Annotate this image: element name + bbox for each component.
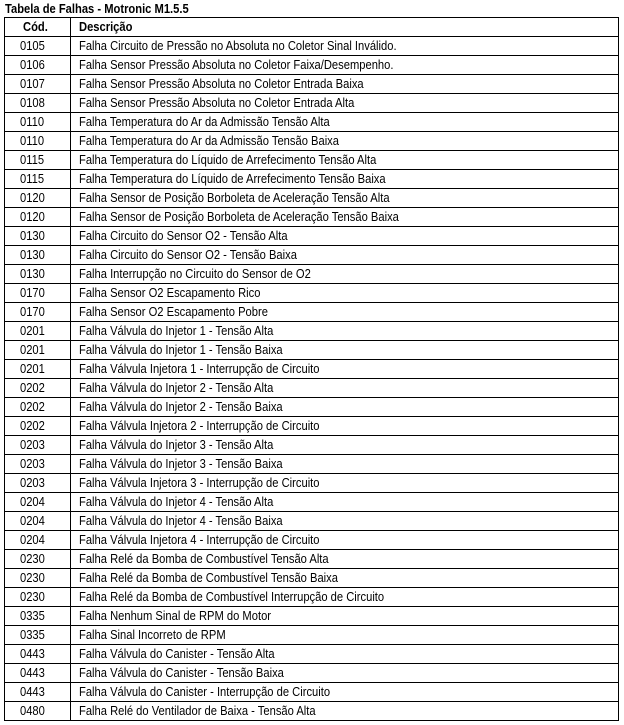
fault-code-cell	[5, 322, 71, 341]
fault-code: 0230	[20, 570, 45, 585]
fault-description-cell	[71, 132, 619, 151]
fault-code: 0203	[20, 456, 45, 471]
fault-code: 0201	[20, 342, 45, 357]
fault-description: Falha Válvula Injetora 1 - Interrupção de Circuito	[79, 361, 320, 376]
table-row	[5, 607, 619, 626]
fault-description-cell	[71, 151, 619, 170]
table-row	[5, 664, 619, 683]
fault-code-cell	[5, 341, 71, 360]
table-row	[5, 702, 619, 721]
fault-description: Falha Válvula do Injetor 4 - Tensão Baixa	[79, 513, 283, 528]
fault-code: 0443	[20, 646, 45, 661]
fault-code-cell	[5, 569, 71, 588]
fault-description-cell	[71, 284, 619, 303]
fault-description-cell	[71, 398, 619, 417]
fault-description-cell	[71, 113, 619, 132]
table-row	[5, 208, 619, 227]
fault-code: 0120	[20, 190, 45, 205]
fault-description: Falha Circuito do Sensor O2 - Tensão Baixa	[79, 247, 297, 262]
fault-code-cell	[5, 436, 71, 455]
fault-description-cell	[71, 360, 619, 379]
table-row	[5, 417, 619, 436]
fault-code-cell	[5, 702, 71, 721]
table-row	[5, 341, 619, 360]
fault-description-cell	[71, 265, 619, 284]
fault-code-cell	[5, 303, 71, 322]
column-header-code-label: Cód.	[23, 19, 48, 34]
fault-description-cell	[71, 341, 619, 360]
fault-description: Falha Sensor O2 Escapamento Rico	[79, 285, 261, 300]
table-row	[5, 626, 619, 645]
fault-description: Falha Sensor Pressão Absoluta no Coletor Entrada Alta	[79, 95, 355, 110]
fault-description-cell	[71, 702, 619, 721]
fault-description: Falha Relé do Ventilador de Baixa - Tensão Alta	[79, 703, 316, 718]
fault-code-cell	[5, 417, 71, 436]
fault-description-cell	[71, 246, 619, 265]
fault-description: Falha Sinal Incorreto de RPM	[79, 627, 226, 642]
fault-code-cell	[5, 455, 71, 474]
fault-description: Falha Interrupção no Circuito do Sensor de O2	[79, 266, 311, 281]
fault-description-cell	[71, 189, 619, 208]
table-row	[5, 455, 619, 474]
table-row	[5, 37, 619, 56]
table-row	[5, 227, 619, 246]
fault-description: Falha Válvula do Canister - Tensão Alta	[79, 646, 275, 661]
table-row	[5, 284, 619, 303]
fault-description: Falha Válvula do Injetor 2 - Tensão Baixa	[79, 399, 283, 414]
table-row	[5, 56, 619, 75]
fault-description: Falha Válvula do Injetor 1 - Tensão Alta	[79, 323, 274, 338]
column-header-description	[71, 18, 619, 37]
fault-table-body	[5, 37, 619, 721]
fault-code-cell	[5, 189, 71, 208]
fault-code: 0115	[20, 171, 45, 186]
fault-code-cell	[5, 626, 71, 645]
fault-description: Falha Válvula do Injetor 3 - Tensão Alta	[79, 437, 274, 452]
fault-code: 0204	[20, 532, 45, 547]
fault-description: Falha Válvula Injetora 3 - Interrupção de Circuito	[79, 475, 320, 490]
fault-code: 0230	[20, 589, 45, 604]
column-header-code	[5, 18, 71, 37]
table-row	[5, 246, 619, 265]
fault-description-cell	[71, 56, 619, 75]
table-row	[5, 550, 619, 569]
fault-description: Falha Temperatura do Líquido de Arrefecimento Tensão Baixa	[79, 171, 386, 186]
fault-code: 0105	[20, 38, 45, 53]
fault-code: 0230	[20, 551, 45, 566]
fault-description-cell	[71, 75, 619, 94]
table-row	[5, 113, 619, 132]
fault-description: Falha Nenhum Sinal de RPM do Motor	[79, 608, 272, 623]
fault-code-cell	[5, 645, 71, 664]
fault-code: 0120	[20, 209, 45, 224]
fault-code: 0480	[20, 703, 45, 718]
table-row	[5, 170, 619, 189]
fault-code: 0106	[20, 57, 45, 72]
fault-code: 0201	[20, 361, 45, 376]
fault-description-cell	[71, 436, 619, 455]
table-header-row	[5, 18, 619, 37]
fault-code-cell	[5, 379, 71, 398]
fault-code-cell	[5, 151, 71, 170]
fault-code-cell	[5, 75, 71, 94]
fault-code-cell	[5, 398, 71, 417]
fault-description-cell	[71, 588, 619, 607]
fault-description: Falha Circuito do Sensor O2 - Tensão Alta	[79, 228, 288, 243]
fault-description: Falha Temperatura do Ar da Admissão Tensão Alta	[79, 114, 330, 129]
fault-code-cell	[5, 588, 71, 607]
fault-code-cell	[5, 208, 71, 227]
fault-code: 0443	[20, 684, 45, 699]
fault-code-cell	[5, 284, 71, 303]
fault-code-cell	[5, 94, 71, 113]
fault-code: 0204	[20, 494, 45, 509]
fault-code: 0107	[20, 76, 45, 91]
fault-code: 0110	[20, 133, 45, 148]
fault-code: 0110	[20, 114, 45, 129]
fault-code-cell	[5, 474, 71, 493]
fault-code-cell	[5, 493, 71, 512]
table-row	[5, 645, 619, 664]
fault-description: Falha Sensor O2 Escapamento Pobre	[79, 304, 268, 319]
fault-code: 0202	[20, 399, 45, 414]
fault-description: Falha Relé da Bomba de Combustível Interrupção de Circuito	[79, 589, 385, 604]
fault-description-cell	[71, 512, 619, 531]
table-row	[5, 436, 619, 455]
fault-code-cell	[5, 607, 71, 626]
fault-code-cell	[5, 683, 71, 702]
fault-description-cell	[71, 379, 619, 398]
fault-description: Falha Válvula do Injetor 1 - Tensão Baixa	[79, 342, 283, 357]
fault-description: Falha Sensor de Posição Borboleta de Aceleração Tensão Baixa	[79, 209, 399, 224]
fault-description-cell	[71, 645, 619, 664]
fault-code-cell	[5, 227, 71, 246]
fault-description-cell	[71, 550, 619, 569]
fault-description-cell	[71, 417, 619, 436]
fault-description-cell	[71, 569, 619, 588]
fault-code-cell	[5, 550, 71, 569]
fault-code-cell	[5, 170, 71, 189]
fault-description-cell	[71, 607, 619, 626]
fault-description-cell	[71, 664, 619, 683]
fault-description-cell	[71, 303, 619, 322]
table-row	[5, 151, 619, 170]
fault-code: 0202	[20, 418, 45, 433]
fault-code: 0130	[20, 247, 45, 262]
fault-description-cell	[71, 474, 619, 493]
fault-description: Falha Sensor de Posição Borboleta de Aceleração Tensão Alta	[79, 190, 390, 205]
table-row	[5, 94, 619, 113]
fault-description-cell	[71, 455, 619, 474]
fault-code: 0202	[20, 380, 45, 395]
fault-code-cell	[5, 37, 71, 56]
table-row	[5, 360, 619, 379]
fault-description-cell	[71, 683, 619, 702]
table-row	[5, 588, 619, 607]
table-row	[5, 379, 619, 398]
fault-code: 0335	[20, 608, 45, 623]
fault-description: Falha Circuito de Pressão no Absoluta no Coletor Sinal Inválido.	[79, 38, 397, 53]
fault-code-cell	[5, 113, 71, 132]
fault-description: Falha Relé da Bomba de Combustível Tensão Baixa	[79, 570, 338, 585]
fault-code-cell	[5, 265, 71, 284]
fault-code-cell	[5, 246, 71, 265]
fault-description: Falha Temperatura do Ar da Admissão Tensão Baixa	[79, 133, 340, 148]
fault-description: Falha Válvula Injetora 4 - Interrupção de Circuito	[79, 532, 320, 547]
fault-description-cell	[71, 208, 619, 227]
table-row	[5, 493, 619, 512]
fault-code: 0115	[20, 152, 45, 167]
fault-code: 0170	[20, 304, 45, 319]
fault-code-cell	[5, 132, 71, 151]
fault-code: 0170	[20, 285, 45, 300]
table-row	[5, 322, 619, 341]
table-row	[5, 75, 619, 94]
fault-code: 0130	[20, 266, 45, 281]
fault-table	[4, 17, 619, 721]
fault-code: 0130	[20, 228, 45, 243]
fault-description: Falha Relé da Bomba de Combustível Tensão Alta	[79, 551, 329, 566]
table-row	[5, 683, 619, 702]
fault-description: Falha Temperatura do Líquido de Arrefecimento Tensão Alta	[79, 152, 377, 167]
fault-code-cell	[5, 531, 71, 550]
fault-description: Falha Válvula do Canister - Tensão Baixa	[79, 665, 284, 680]
table-row	[5, 474, 619, 493]
fault-description: Falha Válvula do Injetor 3 - Tensão Baixa	[79, 456, 283, 471]
fault-description-cell	[71, 531, 619, 550]
fault-description-cell	[71, 37, 619, 56]
fault-description-cell	[71, 626, 619, 645]
fault-description-cell	[71, 322, 619, 341]
fault-code-cell	[5, 56, 71, 75]
table-row	[5, 531, 619, 550]
fault-code: 0201	[20, 323, 45, 338]
column-header-description-label: Descrição	[79, 19, 133, 34]
fault-description-cell	[71, 170, 619, 189]
fault-description: Falha Válvula do Injetor 4 - Tensão Alta	[79, 494, 274, 509]
fault-description: Falha Válvula do Canister - Interrupção de Circuito	[79, 684, 331, 699]
fault-code-cell	[5, 512, 71, 531]
table-row	[5, 398, 619, 417]
table-row	[5, 512, 619, 531]
fault-description-cell	[71, 493, 619, 512]
document-title: Tabela de Falhas - Motronic M1.5.5	[5, 1, 189, 16]
table-row	[5, 569, 619, 588]
fault-code-cell	[5, 664, 71, 683]
fault-code: 0108	[20, 95, 45, 110]
fault-code-cell	[5, 360, 71, 379]
fault-code: 0443	[20, 665, 45, 680]
table-row	[5, 132, 619, 151]
fault-description: Falha Sensor Pressão Absoluta no Coletor Faixa/Desempenho.	[79, 57, 394, 72]
fault-code: 0204	[20, 513, 45, 528]
table-row	[5, 189, 619, 208]
table-row	[5, 303, 619, 322]
fault-description-cell	[71, 227, 619, 246]
fault-code: 0203	[20, 437, 45, 452]
fault-code: 0335	[20, 627, 45, 642]
fault-code: 0203	[20, 475, 45, 490]
fault-description-cell	[71, 94, 619, 113]
fault-description: Falha Válvula do Injetor 2 - Tensão Alta	[79, 380, 274, 395]
table-row	[5, 265, 619, 284]
fault-description: Falha Válvula Injetora 2 - Interrupção de Circuito	[79, 418, 320, 433]
fault-description: Falha Sensor Pressão Absoluta no Coletor Entrada Baixa	[79, 76, 364, 91]
